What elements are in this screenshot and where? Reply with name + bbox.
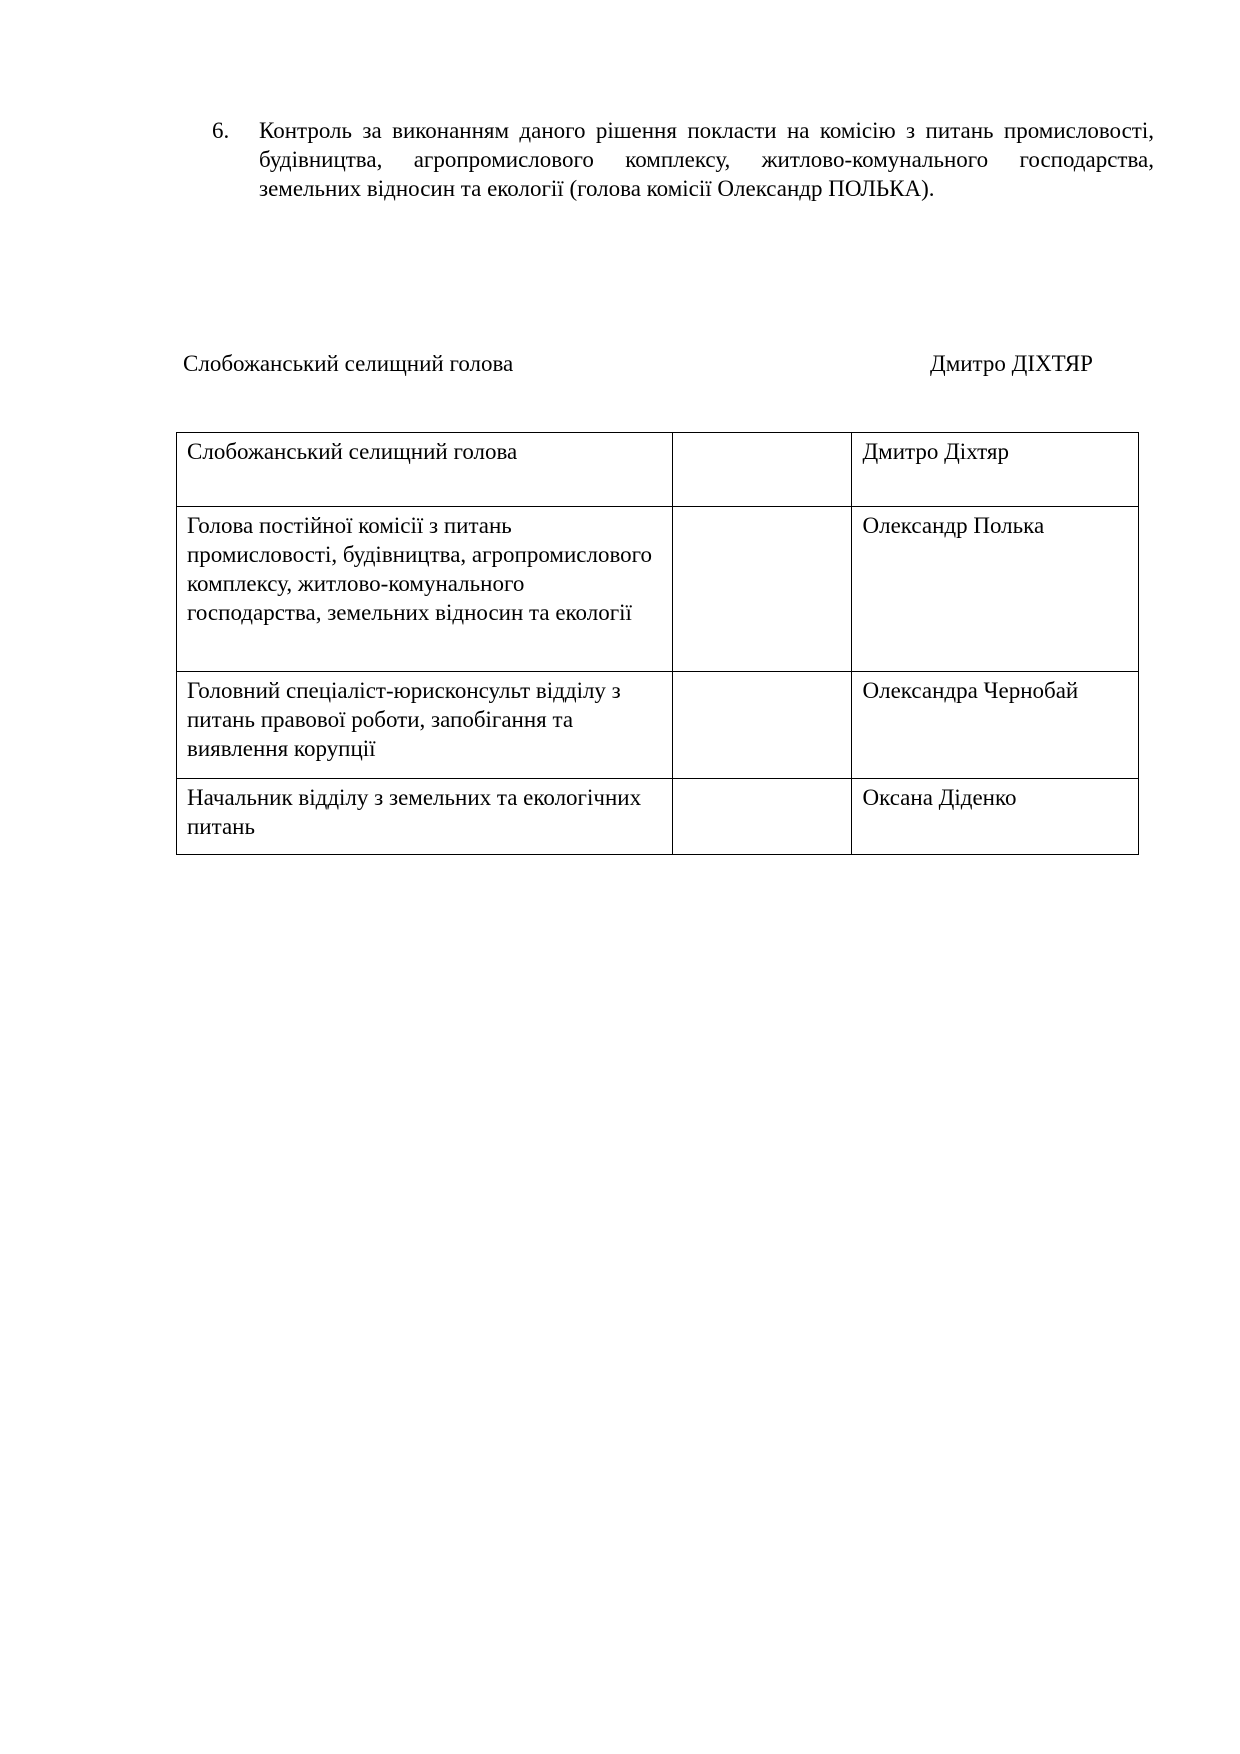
approval-table: [176, 432, 1139, 855]
approval-row: [177, 433, 1139, 507]
approval-position: Слобожанський селищний голова: [177, 433, 673, 507]
approval-position: Головний спеціаліст-юрисконсульт відділу з питань правової роботи, запобігання та виявлення корупції: [177, 672, 673, 779]
approval-name: Олександр Полька: [852, 507, 1139, 672]
clause-text: Контроль за виконанням даного рішення покласти на комісію з питань промисловості, будівництва, агропромислового комплексу, житлово-комунального господарства, земельних відносин та екології (голова комісії Олександр ПОЛЬКА).: [259, 118, 1154, 201]
signature-position: Слобожанський селищний голова: [183, 351, 514, 376]
approval-position: Начальник відділу з земельних та екологічних питань: [177, 779, 673, 855]
signature-name: Дмитро ДІХТЯР: [930, 351, 1093, 376]
approval-row: [177, 507, 1139, 672]
approval-signature-cell: [673, 779, 852, 855]
approval-signature-cell: [673, 672, 852, 779]
approval-signature-cell: [673, 433, 852, 507]
approval-row: [177, 779, 1139, 855]
clause-number: 6.: [212, 118, 230, 143]
approval-signature-cell: [673, 507, 852, 672]
approval-row: [177, 672, 1139, 779]
approval-position: Голова постійної комісії з питань промисловості, будівництва, агропромислового комплексу, житлово-комунального господарства, земельних відносин та екології: [177, 507, 673, 672]
approval-name: Дмитро Діхтяр: [852, 433, 1139, 507]
approval-name: Оксана Діденко: [852, 779, 1139, 855]
decision-clause: [212, 116, 1154, 203]
approval-name: Олександра Чернобай: [852, 672, 1139, 779]
